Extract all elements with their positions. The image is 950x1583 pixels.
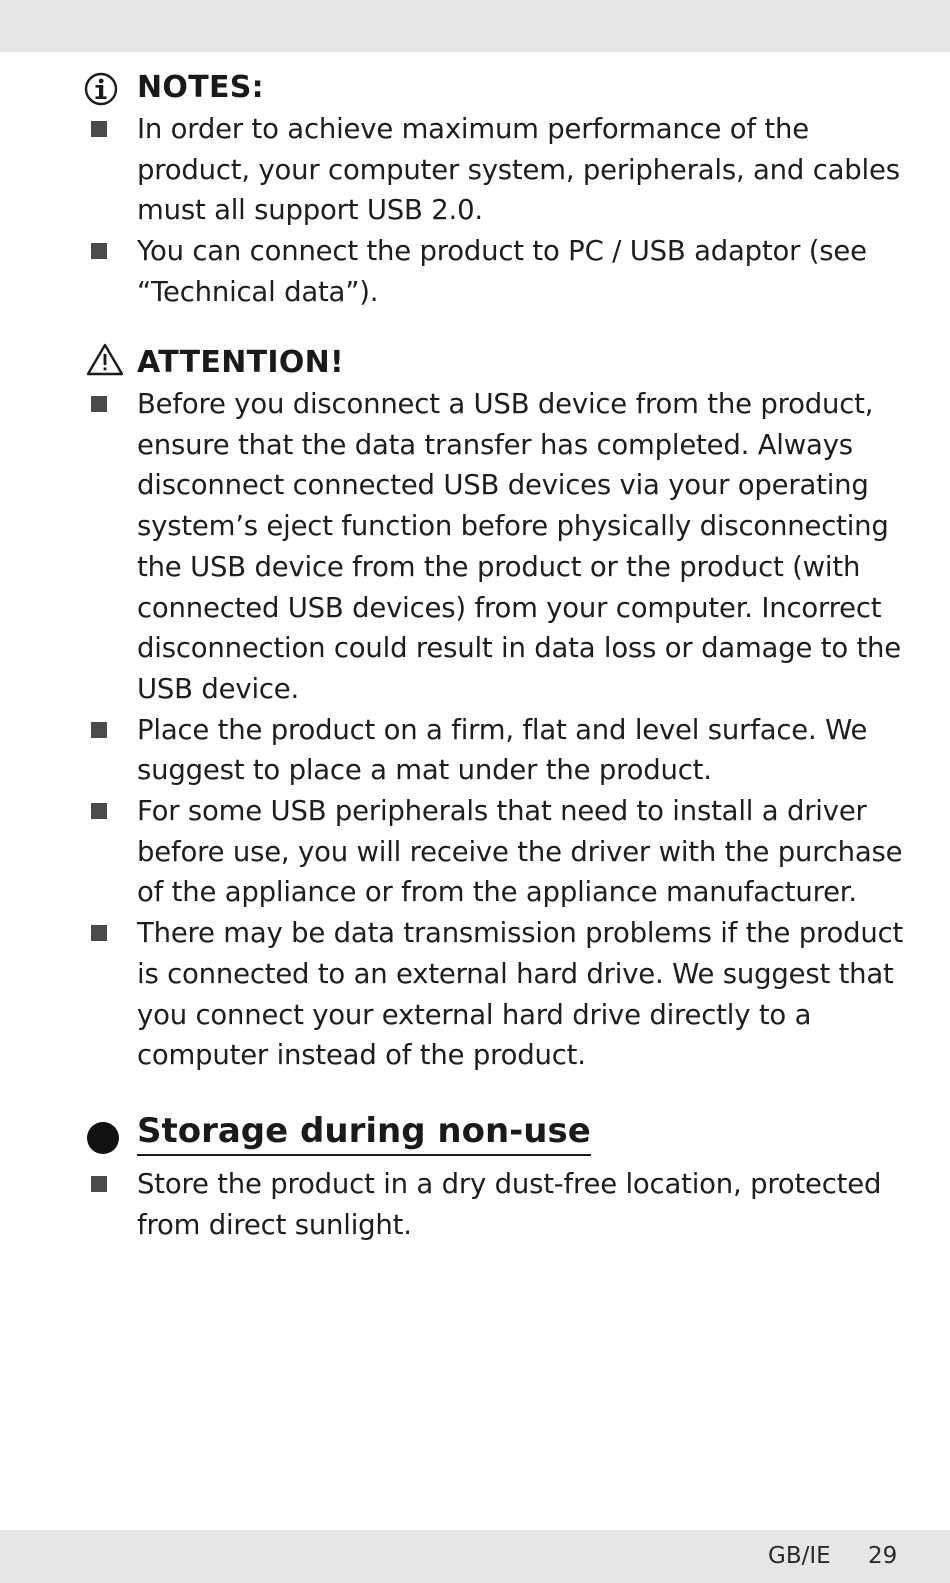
square-bullet-icon [91,243,107,259]
list-item-text: There may be data transmission problems if the product is connected to an external hard drive. We suggest that you connect your external hard drive directly to a computer instead of the product. [137,917,904,1072]
square-bullet-icon [91,803,107,819]
footer-language: GB/IE [768,1543,831,1569]
list-item [0,710,950,791]
notes-list [0,109,950,313]
square-bullet-icon [91,396,107,412]
list-item-text: Before you disconnect a USB device from the product, ensure that the data transfer has completed. Always disconnect connected USB devices via your operating system’s eject function before physically disconnecting the USB device from the product or the product (with connected USB devices) from your computer. Incorrect disconnection could result in data loss or damage to the USB device. [137,388,902,705]
square-bullet-icon [91,1176,107,1192]
section-bullet-icon [87,1122,119,1154]
list-item-text: Store the product in a dry dust-free location, protected from direct sunlight. [137,1168,882,1241]
list-item-text: For some USB peripherals that need to install a driver before use, you will receive the driver with the purchase of the appliance or from the appliance manufacturer. [137,795,903,909]
warning-icon [86,343,124,377]
notes-heading: NOTES: [137,70,264,105]
info-icon [84,72,118,106]
list-item [0,913,950,1076]
list-item [0,109,950,231]
list-item [0,384,950,710]
attention-heading: ATTENTION! [137,345,345,380]
list-item-text: Place the product on a firm, flat and level surface. We suggest to place a mat under the product. [137,713,868,787]
square-bullet-icon [91,722,107,738]
section-title: Storage during non-use [137,1108,591,1156]
attention-list [0,384,950,1076]
list-item [0,791,950,913]
list-item [0,1164,950,1245]
page-number: 29 [868,1543,898,1569]
list-item-text: You can connect the product to PC / USB adaptor (see “Technical data”). [137,235,867,308]
list-item [0,231,950,312]
top-margin-band [0,0,950,52]
square-bullet-icon [91,925,107,941]
square-bullet-icon [91,121,107,137]
list-item-text: In order to achieve maximum performance of the product, your computer system, peripherals, and cables must all support USB 2.0. [137,113,900,227]
storage-list [0,1164,950,1245]
